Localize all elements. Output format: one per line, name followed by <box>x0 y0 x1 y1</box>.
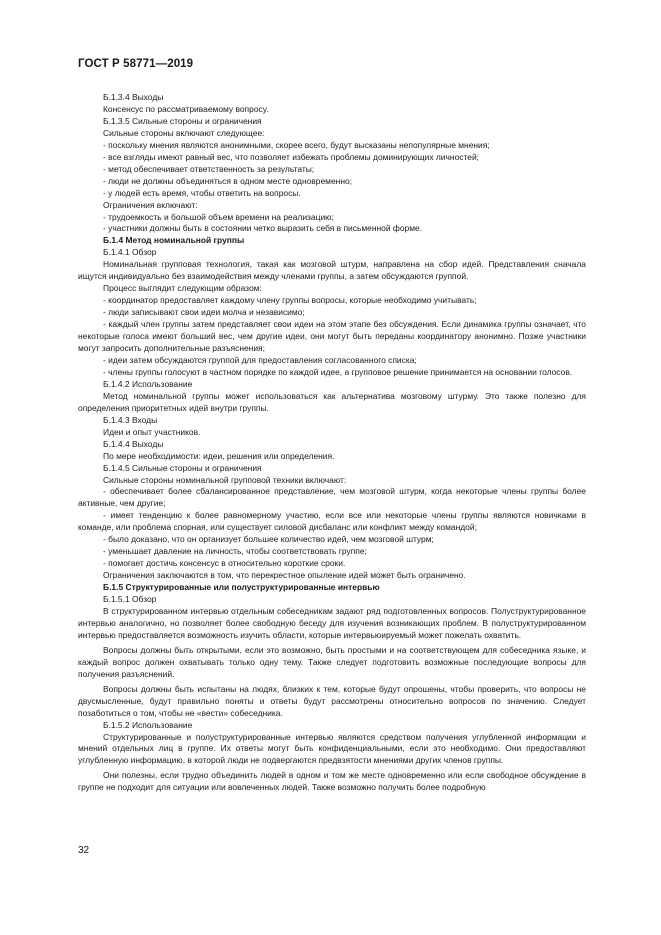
text-line: Идеи и опыт участников. <box>103 426 201 437</box>
text-line: Б.1.4.5 Сильные стороны и ограничения <box>103 462 262 473</box>
text-line: Б.1.4.3 Входы <box>103 414 158 425</box>
text-line: - было доказано, что он организует большее количество идей, чем мозговой штурм; <box>103 534 434 545</box>
text-line: В структурированном интервью отдельным собеседникам задают ряд подготовленных вопросов. Полуструктурированное интервью аналогично, но позволяет более свободную беседу для изучения возникающих проблем. В полуструктурированном интервью предоставляется возможность изучить области, которые интервьюируемый может пожелать охватить. <box>78 605 586 640</box>
text-line: - члены группы голосуют в частном порядке по каждой идее, а групповое решение принимается на основании голосов. <box>103 366 573 377</box>
text-line: Б.1.3.4 Выходы <box>103 92 164 102</box>
section-heading: Б.1.4 Метод номинальной группы <box>103 235 245 246</box>
text-line: Номинальная групповая технология, такая как мозговой штурм, направлена на сбор идей. Представления сначала ищутся индивидуально без взаимодействия между членами группы, а затем обсуждаются группой. <box>78 259 586 282</box>
text-line: Метод номинальной группы может использоваться как альтернатива мозговому штурму. Это также полезно для определения приоритетных идей внутри группы. <box>78 390 586 413</box>
document-header: ГОСТ Р 58771—2019 <box>78 58 194 70</box>
document-body <box>78 92 586 794</box>
text-line: Б.1.4.2 Использование <box>103 378 193 389</box>
text-line: - каждый член группы затем представляет свои идеи на этом этапе без обсуждения. Если динамика группы означает, что некоторые голоса имеют больший вес, чем другие идеи, они могут быть переданы координатору анонимно. Позже участники могут запросить дополнительные разъяснения; <box>78 319 586 354</box>
text-line: - метод обеспечивает ответственность за результаты; <box>103 163 315 174</box>
text-line: Процесс выглядит следующим образом: <box>103 283 262 294</box>
text-line: Ограничения заключаются в том, что перекрестное опыление идей может быть ограничено. <box>103 570 466 581</box>
text-line: - все взгляды имеют равный вес, что позволяет избежать проблемы доминирующих личностей; <box>103 151 480 162</box>
section-heading: Б.1.5 Структурированные или полуструктурированные интервью <box>103 582 380 593</box>
text-line: Вопросы должны быть испытаны на людях, близких к тем, которые будут опрошены, чтобы проверить, что вопросы не двусмысленные, будут правильно поняты и ответы будут рассмотрены относительно вопросов по значению. Следует позаботиться о том, чтобы не «вести» собеседника. <box>78 683 586 718</box>
text-line: - поскольку мнения являются анонимными, скорее всего, будут высказаны непопулярные мнения; <box>103 139 490 150</box>
text-line: - люди не должны объединяться в одном месте одновременно; <box>103 175 353 186</box>
page-number: 32 <box>78 845 90 856</box>
text-line: Сильные стороны включают следующее: <box>103 127 265 138</box>
text-line: Б.1.4.4 Выходы <box>103 438 164 449</box>
text-line: По мере необходимости: идеи, решения или определения. <box>103 450 335 461</box>
text-line: - координатор предоставляет каждому члену группы вопросы, которые необходимо учитывать; <box>103 295 477 306</box>
text-line: Ограничения включают: <box>103 199 198 210</box>
text-line: - у людей есть время, чтобы ответить на вопросы. <box>103 187 301 198</box>
text-line: Б.1.5.2 Использование <box>103 719 193 730</box>
text-line: Б.1.3.5 Сильные стороны и ограничения <box>103 115 262 126</box>
text-line: Вопросы должны быть открытыми, если это возможно, быть простыми и на соответствующем для собеседника языке, и каждый вопрос должен охватывать только одну тему. Также следует подготовить возможные последующие вопросы для получения разъяснений. <box>78 644 586 679</box>
text-line: Консенсус по рассматриваемому вопросу. <box>103 103 269 114</box>
text-line: - идеи затем обсуждаются группой для предоставления согласованного списка; <box>103 354 417 365</box>
text-line: Сильные стороны номинальной групповой техники включают: <box>103 474 347 485</box>
text-line: Б.1.5.1 Обзор <box>103 594 157 605</box>
text-line: - участники должны быть в состоянии четко выразить себя в письменной форме. <box>103 223 423 234</box>
text-line: - обеспечивает более сбалансированное представление, чем мозговой штурм, когда некоторые члены группы более активные, чем другие; <box>78 486 586 509</box>
text-line: - трудоемкость и большой объем времени на реализацию; <box>103 211 334 222</box>
text-line: - люди записывают свои идеи молча и независимо; <box>103 307 305 318</box>
text-line: Б.1.4.1 Обзор <box>103 247 157 258</box>
text-line: - помогает достичь консенсус в относительно короткие сроки. <box>103 558 346 569</box>
text-line: - уменьшает давление на личность, чтобы соответствовать группе; <box>103 546 367 557</box>
text-line: - имеет тенденцию к более равномерному участию, если все или некоторые члены группы являются новичками в команде, или проблема спорная, или существует силовой дисбаланс или конфликт между командой; <box>78 510 586 533</box>
text-line: Они полезны, если трудно объединить людей в одном и том же месте одновременно или если свободное обсуждение в группе не подходит для ситуации или вовлеченных людей. Также возможно получить более подробную <box>78 770 586 793</box>
text-line: Структурированные и полуструктурированные интервью являются средством получения углубленной информации и мнений отдельных лиц в группе. Их ответы могут быть конфиденциальными, если это необходимо. Они предоставляют углубленную информацию, в которой люди не подвергаются предвзятости мнениями других членов группы. <box>78 731 586 766</box>
